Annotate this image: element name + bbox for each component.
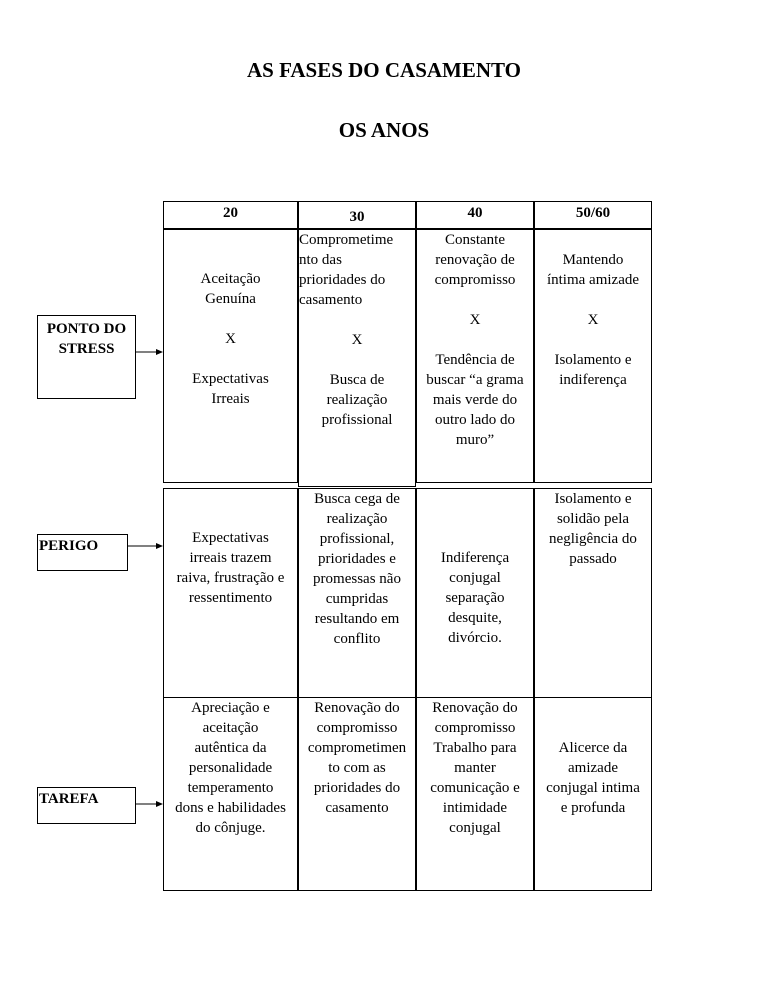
row-label-line: PERIGO xyxy=(39,538,99,554)
cell-text-line: realização xyxy=(326,392,388,408)
cell-text-line: dons e habilidades xyxy=(175,800,286,816)
cell-text-line: indiferença xyxy=(559,372,627,388)
cell-text-line: negligência do xyxy=(549,531,637,547)
perigo-cell-30 xyxy=(298,488,416,698)
cell-text-line: Mantendo xyxy=(562,252,624,268)
cell-text-line: personalidade xyxy=(188,760,273,776)
cell-text-line xyxy=(417,330,533,350)
cell-text-line: X xyxy=(351,332,363,348)
row-label-tarefa xyxy=(37,787,136,824)
cell-text-line: desquite, xyxy=(448,610,502,626)
cell-text-line: profissional xyxy=(321,412,393,428)
cell-text-line: compromisso xyxy=(316,720,398,736)
tarefa-cell-40 xyxy=(416,697,534,891)
cell-text-line: casamento xyxy=(325,800,389,816)
cell-text-line: compromisso xyxy=(434,720,516,736)
row-label-perigo xyxy=(37,534,128,571)
cell-text-line xyxy=(299,350,415,370)
tarefa-cell-50-60 xyxy=(534,697,652,891)
cell-text-line: mais verde do xyxy=(432,392,518,408)
row-label-line: PONTO DO xyxy=(46,321,127,337)
cell-text-line: ressentimento xyxy=(188,590,273,606)
stress-cell-30 xyxy=(298,229,416,487)
cell-text-line: comprometimen xyxy=(307,740,407,756)
cell-text-line: X xyxy=(469,312,481,328)
cell-text-line: resultando em xyxy=(314,611,400,627)
column-header-label: 30 xyxy=(349,209,365,225)
cell-text-line xyxy=(164,349,297,369)
cell-text-line: conflito xyxy=(333,631,381,647)
document-title: AS FASES DO CASAMENTO xyxy=(246,58,522,82)
cell-text-line: amizade xyxy=(568,760,618,776)
cell-text-line: divórcio. xyxy=(448,630,502,646)
cell-text-line: outro lado do xyxy=(435,412,515,428)
cell-text-line: Comprometime xyxy=(299,232,394,248)
perigo-cell-50-60 xyxy=(534,488,652,698)
tarefa-cell-20 xyxy=(163,697,298,891)
cell-text-line: X xyxy=(225,331,236,347)
cell-text-line: solidão pela xyxy=(556,511,630,527)
column-header-30 xyxy=(298,201,416,229)
cell-text-line: Renovação do xyxy=(432,700,518,716)
column-header-label: 40 xyxy=(467,205,483,221)
row-label-line: STRESS xyxy=(58,341,115,357)
cell-text-line xyxy=(535,290,651,310)
arrow-stress-icon xyxy=(136,346,164,358)
cell-text-line: separação xyxy=(445,590,505,606)
cell-text-line: Indiferença xyxy=(440,550,510,566)
cell-text-line: nto das xyxy=(299,252,342,268)
cell-text-line: passado xyxy=(569,551,617,567)
cell-text-line: conjugal xyxy=(449,820,501,836)
cell-text-line: Apreciação e xyxy=(191,700,270,716)
cell-text-line: Isolamento e xyxy=(554,352,632,368)
stress-cell-50-60 xyxy=(534,229,652,483)
cell-text-line: autêntica da xyxy=(194,740,267,756)
stress-cell-20 xyxy=(163,229,298,483)
tarefa-cell-30 xyxy=(298,697,416,891)
cell-text-line: Aceitação xyxy=(200,271,261,287)
cell-text-line: do cônjuge. xyxy=(195,820,266,836)
cell-text-line: Genuína xyxy=(205,291,256,307)
cell-text-line: to com as xyxy=(328,760,386,776)
cell-text-line: comunicação e xyxy=(430,780,520,796)
column-header-label: 50/60 xyxy=(575,205,611,221)
column-header-40 xyxy=(416,201,534,229)
document-subtitle: OS ANOS xyxy=(338,118,430,142)
cell-text-line: Busca de xyxy=(329,372,385,388)
cell-text-line: irreais trazem xyxy=(189,550,272,566)
cell-text-line xyxy=(417,290,533,310)
cell-text-line: conjugal intima xyxy=(546,780,640,796)
perigo-cell-40 xyxy=(416,488,534,698)
cell-text-line: Irreais xyxy=(211,391,250,407)
cell-text-line: Renovação do xyxy=(314,700,400,716)
cell-text-line xyxy=(164,309,297,329)
cell-text-line: prioridades do xyxy=(313,780,401,796)
cell-text-line: renovação de xyxy=(435,252,515,268)
perigo-cell-20 xyxy=(163,488,298,698)
cell-text-line: aceitação xyxy=(202,720,259,736)
arrow-perigo-icon xyxy=(128,540,164,552)
cell-text-line: Isolamento e xyxy=(554,491,632,507)
stress-cell-40 xyxy=(416,229,534,483)
cell-text-line: muro” xyxy=(455,432,495,448)
cell-text-line: promessas não xyxy=(313,571,401,587)
cell-text-line xyxy=(535,330,651,350)
cell-text-line: prioridades e xyxy=(318,551,396,567)
cell-text-line: Busca cega de xyxy=(314,491,400,507)
cell-text-line: íntima amizade xyxy=(546,272,640,288)
cell-text-line: casamento xyxy=(299,292,363,308)
cell-text-line: profissional, xyxy=(319,531,395,547)
cell-text-line: realização xyxy=(326,511,388,527)
cell-text-line: Expectativas xyxy=(192,530,269,546)
cell-text-line: prioridades do xyxy=(299,272,386,288)
arrow-tarefa-icon xyxy=(136,798,164,810)
cell-text-line: buscar “a grama xyxy=(426,372,524,388)
cell-text-line: Expectativas xyxy=(192,371,269,387)
cell-text-line: intimidade xyxy=(442,800,508,816)
cell-text-line: conjugal xyxy=(449,570,501,586)
cell-text-line: compromisso xyxy=(434,272,516,288)
cell-text-line: Alicerce da xyxy=(558,740,628,756)
row-label-line: TAREFA xyxy=(39,791,99,807)
cell-text-line: Trabalho para xyxy=(433,740,517,756)
column-header-label: 20 xyxy=(223,205,238,221)
row-label-ponto-do-stress xyxy=(37,315,136,399)
cell-text-line: cumpridas xyxy=(325,591,389,607)
cell-text-line: raiva, frustração e xyxy=(176,570,285,586)
cell-text-line xyxy=(299,310,415,330)
column-header-20 xyxy=(163,201,298,229)
cell-text-line: X xyxy=(587,312,599,328)
cell-text-line: Constante xyxy=(445,232,505,248)
column-header-50-60 xyxy=(534,201,652,229)
cell-text-line: temperamento xyxy=(187,780,274,796)
cell-text-line: Tendência de xyxy=(435,352,515,368)
cell-text-line: e profunda xyxy=(560,800,626,816)
cell-text-line: manter xyxy=(454,760,496,776)
